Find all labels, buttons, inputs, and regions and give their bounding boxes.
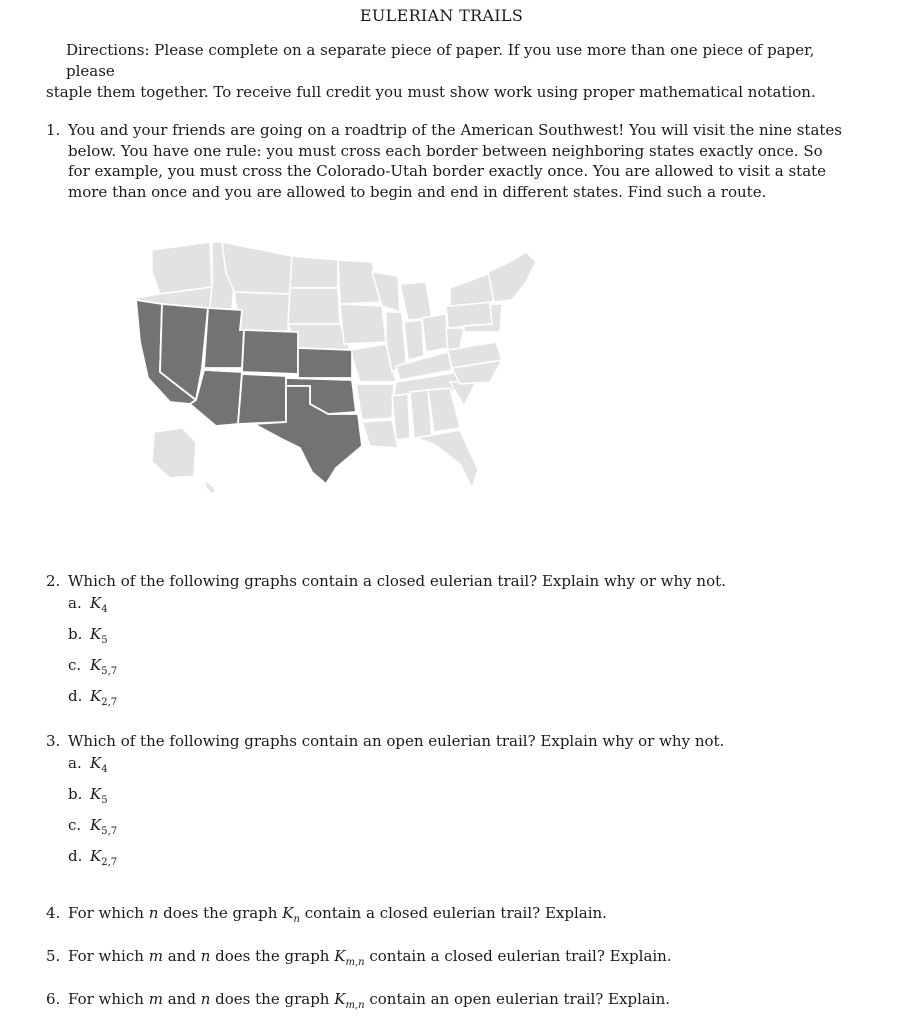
question-text: For which — [68, 990, 144, 1008]
question-text: and — [167, 947, 196, 965]
question-1-line-1: You and your friends are going on a roadtrip of the American Southwest! You will visit the nine states — [68, 121, 843, 139]
variable: n — [148, 904, 159, 922]
graph-symbol: K — [90, 753, 102, 772]
graph-subscript: 5,7 — [101, 825, 118, 837]
map-state-new-england — [488, 252, 536, 302]
question-text: does the graph — [215, 947, 330, 965]
question-5 — [46, 946, 672, 974]
map-state-ar — [356, 384, 394, 420]
list-item — [46, 783, 806, 814]
map-state-sd — [288, 288, 340, 324]
question-number: 1. — [46, 121, 61, 139]
list-item — [46, 752, 806, 783]
question-text: contain a closed eulerian trail? Explain. — [304, 904, 607, 922]
list-item — [46, 845, 806, 876]
question-2 — [46, 571, 806, 716]
map-state-nd — [290, 256, 338, 288]
map-state-ga — [428, 388, 460, 432]
graph-symbol: K — [90, 655, 102, 674]
map-state-mn — [338, 260, 380, 304]
list-item — [46, 654, 806, 685]
graph-subscript: m,n — [345, 1000, 365, 1011]
question-number: 4. — [46, 904, 61, 922]
question-number: 6. — [46, 990, 61, 1008]
variable: n — [200, 947, 211, 965]
map-state-nm — [238, 374, 286, 424]
map-state-ia — [340, 304, 386, 344]
question-number: 2. — [46, 572, 61, 590]
map-state-in — [404, 320, 424, 360]
question-6 — [46, 989, 670, 1017]
us-map — [130, 232, 550, 502]
question-text: For which — [68, 904, 144, 922]
item-label: d. — [68, 686, 83, 705]
map-state-ms — [392, 394, 410, 440]
question-3-text: Which of the following graphs contain an open eulerian trail? Explain why or why not. — [68, 732, 725, 750]
directions-line-1: Directions: Please complete on a separate piece of paper. If you use more than one piece of paper, please — [66, 41, 815, 80]
question-1 — [46, 120, 846, 202]
variable: m — [148, 947, 163, 965]
graph-subscript: 4 — [101, 763, 108, 775]
graph-subscript: 4 — [101, 603, 108, 615]
map-state-mt — [222, 242, 292, 294]
map-state-hi — [204, 480, 216, 494]
map-state-ut — [204, 308, 244, 368]
question-number: 5. — [46, 947, 61, 965]
graph-symbol: K — [90, 593, 102, 612]
map-state-la — [362, 420, 398, 448]
question-text: does the graph — [215, 990, 330, 1008]
graph-symbol: K — [90, 624, 102, 643]
map-state-mi — [400, 282, 432, 320]
question-text: does the graph — [163, 904, 278, 922]
directions — [46, 40, 846, 103]
graph-symbol: K — [334, 990, 346, 1008]
graph-symbol: K — [334, 947, 346, 965]
graph-symbol: K — [282, 904, 294, 922]
graph-subscript: 5,7 — [101, 665, 118, 677]
map-state-ks — [298, 348, 352, 378]
item-label: c. — [68, 655, 82, 674]
graph-symbol: K — [90, 846, 102, 865]
item-label: b. — [68, 624, 83, 643]
graph-subscript: 2,7 — [101, 696, 118, 708]
map-state-wa — [152, 242, 212, 294]
question-2-text: Which of the following graphs contain a closed eulerian trail? Explain why or why not. — [68, 572, 726, 590]
question-4 — [46, 903, 607, 931]
variable: m — [148, 990, 163, 1008]
item-label: c. — [68, 815, 82, 834]
question-1-line-3: for example, you must cross the Colorado-Utah border exactly once. You are allowed to visit a state — [68, 162, 827, 180]
item-label: a. — [68, 753, 82, 772]
question-1-line-2: below. You have one rule: you must cross each border between neighboring states exactly once. So — [68, 141, 823, 160]
graph-symbol: K — [90, 815, 102, 834]
graph-subscript: 2,7 — [101, 856, 118, 868]
list-item — [46, 685, 806, 716]
item-label: d. — [68, 846, 83, 865]
graph-subscript: n — [293, 914, 300, 925]
graph-subscript: 5 — [101, 794, 108, 806]
graph-subscript: m,n — [345, 957, 365, 968]
map-state-wv — [446, 328, 464, 350]
map-state-ak — [152, 428, 196, 478]
question-3 — [46, 731, 806, 876]
page-title: EULERIAN TRAILS — [359, 6, 524, 25]
map-state-oh — [422, 314, 448, 352]
list-item — [46, 623, 806, 654]
question-text: contain a closed eulerian trail? Explain. — [369, 947, 672, 965]
question-text: contain an open eulerian trail? Explain. — [369, 990, 671, 1008]
item-label: a. — [68, 593, 82, 612]
question-text: For which — [68, 947, 144, 965]
item-label: b. — [68, 784, 83, 803]
graph-symbol: K — [90, 784, 102, 803]
list-item — [46, 592, 806, 623]
question-text: and — [167, 990, 196, 1008]
directions-line-2: staple them together. To receive full credit you must show work using proper mathematical notation. — [46, 83, 816, 101]
graph-symbol: K — [90, 686, 102, 705]
map-state-co — [242, 330, 298, 374]
question-1-line-4: more than once and you are allowed to begin and end in different states. Find such a route. — [68, 182, 767, 201]
variable: n — [200, 990, 211, 1008]
question-number: 3. — [46, 732, 61, 750]
map-state-fl — [416, 430, 478, 488]
graph-subscript: 5 — [101, 634, 108, 646]
list-item — [46, 814, 806, 845]
